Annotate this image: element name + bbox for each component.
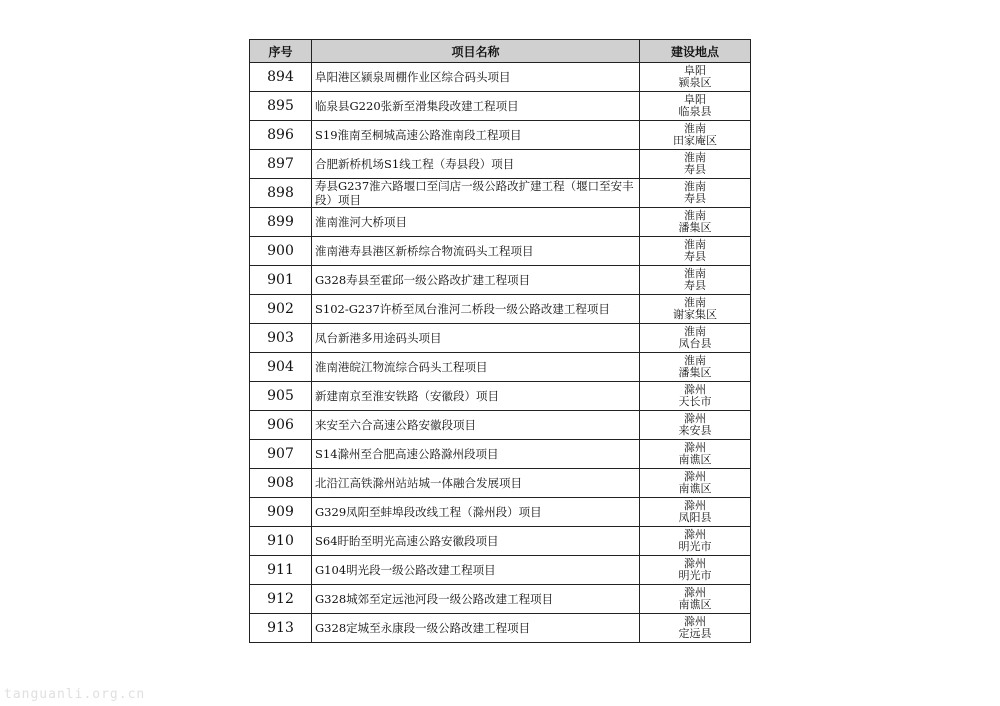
location-city: 淮南	[684, 151, 706, 164]
table-row	[250, 208, 751, 237]
table-row	[250, 121, 751, 150]
project-name-cell: S102-G237许桥至凤台淮河二桥段一级公路改建工程项目	[312, 295, 640, 324]
serial-number-cell: 907	[250, 440, 312, 469]
project-table	[249, 39, 751, 643]
table-row	[250, 498, 751, 527]
project-name-cell: G328城郊至定远池河段一级公路改建工程项目	[312, 585, 640, 614]
location-city: 淮南	[684, 238, 706, 251]
location-district: 定远县	[678, 627, 712, 640]
location-city: 滁州	[684, 528, 706, 541]
location-city: 阜阳	[684, 93, 706, 106]
location-cell	[640, 585, 751, 614]
table-row	[250, 295, 751, 324]
table-body	[250, 63, 751, 643]
location-district: 天长市	[678, 395, 712, 408]
location-cell	[640, 411, 751, 440]
table-row	[250, 237, 751, 266]
table-row	[250, 63, 751, 92]
location-district: 凤台县	[678, 337, 712, 350]
table-row	[250, 382, 751, 411]
location-district: 田家庵区	[673, 134, 717, 147]
location-cell	[640, 527, 751, 556]
serial-number-cell: 903	[250, 324, 312, 353]
location-city: 阜阳	[684, 64, 706, 77]
location-city: 滁州	[684, 615, 706, 628]
table-row	[250, 150, 751, 179]
serial-number-cell: 900	[250, 237, 312, 266]
location-cell	[640, 208, 751, 237]
serial-number-cell: 899	[250, 208, 312, 237]
project-name-cell: 凤台新港多用途码头项目	[312, 324, 640, 353]
serial-number-cell: 898	[250, 179, 312, 208]
project-name-cell: 北沿江高铁滁州站站城一体融合发展项目	[312, 469, 640, 498]
location-cell	[640, 440, 751, 469]
table-row	[250, 614, 751, 643]
serial-number-cell: 909	[250, 498, 312, 527]
project-name-cell: 寿县G237淮六路堰口至闫店一级公路改扩建工程（堰口至安丰段）项目	[312, 179, 640, 208]
location-cell	[640, 614, 751, 643]
serial-number-cell: 913	[250, 614, 312, 643]
location-city: 滁州	[684, 470, 706, 483]
project-name-cell: 阜阳港区颍泉周棚作业区综合码头项目	[312, 63, 640, 92]
location-cell	[640, 237, 751, 266]
table-row	[250, 92, 751, 121]
location-district: 临泉县	[678, 105, 712, 118]
project-name-cell: G329凤阳至蚌埠段改线工程（滁州段）项目	[312, 498, 640, 527]
serial-number-cell: 894	[250, 63, 312, 92]
project-name-cell: S19淮南至桐城高速公路淮南段工程项目	[312, 121, 640, 150]
location-district: 南谯区	[678, 598, 712, 611]
header-location: 建设地点	[640, 40, 751, 63]
serial-number-cell: 905	[250, 382, 312, 411]
project-name-cell: 合肥新桥机场S1线工程（寿县段）项目	[312, 150, 640, 179]
location-district: 南谯区	[678, 482, 712, 495]
location-city: 滁州	[684, 499, 706, 512]
location-city: 滁州	[684, 412, 706, 425]
table-row	[250, 324, 751, 353]
serial-number-cell: 902	[250, 295, 312, 324]
location-cell	[640, 498, 751, 527]
table-row	[250, 469, 751, 498]
serial-number-cell: 904	[250, 353, 312, 382]
serial-number-cell: 897	[250, 150, 312, 179]
location-city: 淮南	[684, 209, 706, 222]
serial-number-cell: 895	[250, 92, 312, 121]
location-cell	[640, 324, 751, 353]
project-name-cell: 来安至六合高速公路安徽段项目	[312, 411, 640, 440]
location-district: 潘集区	[678, 366, 712, 379]
location-cell	[640, 121, 751, 150]
project-name-cell: G328寿县至霍邱一级公路改扩建工程项目	[312, 266, 640, 295]
location-district: 寿县	[684, 250, 706, 263]
location-district: 寿县	[684, 279, 706, 292]
location-city: 淮南	[684, 122, 706, 135]
location-district: 谢家集区	[673, 308, 717, 321]
table-row	[250, 440, 751, 469]
table-header-row	[250, 40, 751, 63]
project-name-cell: G104明光段一级公路改建工程项目	[312, 556, 640, 585]
location-cell	[640, 556, 751, 585]
location-cell	[640, 266, 751, 295]
project-name-cell: S14滁州至合肥高速公路滁州段项目	[312, 440, 640, 469]
location-district: 寿县	[684, 163, 706, 176]
location-city: 淮南	[684, 296, 706, 309]
serial-number-cell: 896	[250, 121, 312, 150]
serial-number-cell: 908	[250, 469, 312, 498]
location-cell	[640, 353, 751, 382]
serial-number-cell: 906	[250, 411, 312, 440]
serial-number-cell: 912	[250, 585, 312, 614]
site-watermark: tanguanli.org.cn	[4, 687, 146, 702]
project-name-cell: S64盱眙至明光高速公路安徽段项目	[312, 527, 640, 556]
table-row	[250, 556, 751, 585]
location-cell	[640, 295, 751, 324]
location-city: 淮南	[684, 267, 706, 280]
location-district: 寿县	[684, 192, 706, 205]
header-project-name: 项目名称	[312, 40, 640, 63]
location-district: 凤阳县	[678, 511, 712, 524]
location-district: 南谯区	[678, 453, 712, 466]
location-cell	[640, 92, 751, 121]
serial-number-cell: 901	[250, 266, 312, 295]
project-name-cell: 新建南京至淮安铁路（安徽段）项目	[312, 382, 640, 411]
location-city: 滁州	[684, 441, 706, 454]
location-district: 来安县	[678, 424, 712, 437]
location-city: 淮南	[684, 180, 706, 193]
location-cell	[640, 63, 751, 92]
table-row	[250, 353, 751, 382]
project-name-cell: G328定城至永康段一级公路改建工程项目	[312, 614, 640, 643]
location-cell	[640, 150, 751, 179]
location-district: 颍泉区	[678, 76, 712, 89]
table-row	[250, 411, 751, 440]
location-district: 明光市	[678, 569, 712, 582]
table-row	[250, 179, 751, 208]
project-name-cell: 淮南港皖江物流综合码头工程项目	[312, 353, 640, 382]
location-cell	[640, 382, 751, 411]
location-district: 潘集区	[678, 221, 712, 234]
location-city: 滁州	[684, 586, 706, 599]
location-city: 淮南	[684, 325, 706, 338]
header-serial-number: 序号	[250, 40, 312, 63]
location-city: 淮南	[684, 354, 706, 367]
location-city: 滁州	[684, 557, 706, 570]
table-row	[250, 585, 751, 614]
location-district: 明光市	[678, 540, 712, 553]
location-cell	[640, 179, 751, 208]
serial-number-cell: 910	[250, 527, 312, 556]
table-row	[250, 266, 751, 295]
project-name-cell: 淮南淮河大桥项目	[312, 208, 640, 237]
serial-number-cell: 911	[250, 556, 312, 585]
table-row	[250, 527, 751, 556]
project-name-cell: 临泉县G220张新至滑集段改建工程项目	[312, 92, 640, 121]
project-name-cell: 淮南港寿县港区新桥综合物流码头工程项目	[312, 237, 640, 266]
location-city: 滁州	[684, 383, 706, 396]
location-cell	[640, 469, 751, 498]
